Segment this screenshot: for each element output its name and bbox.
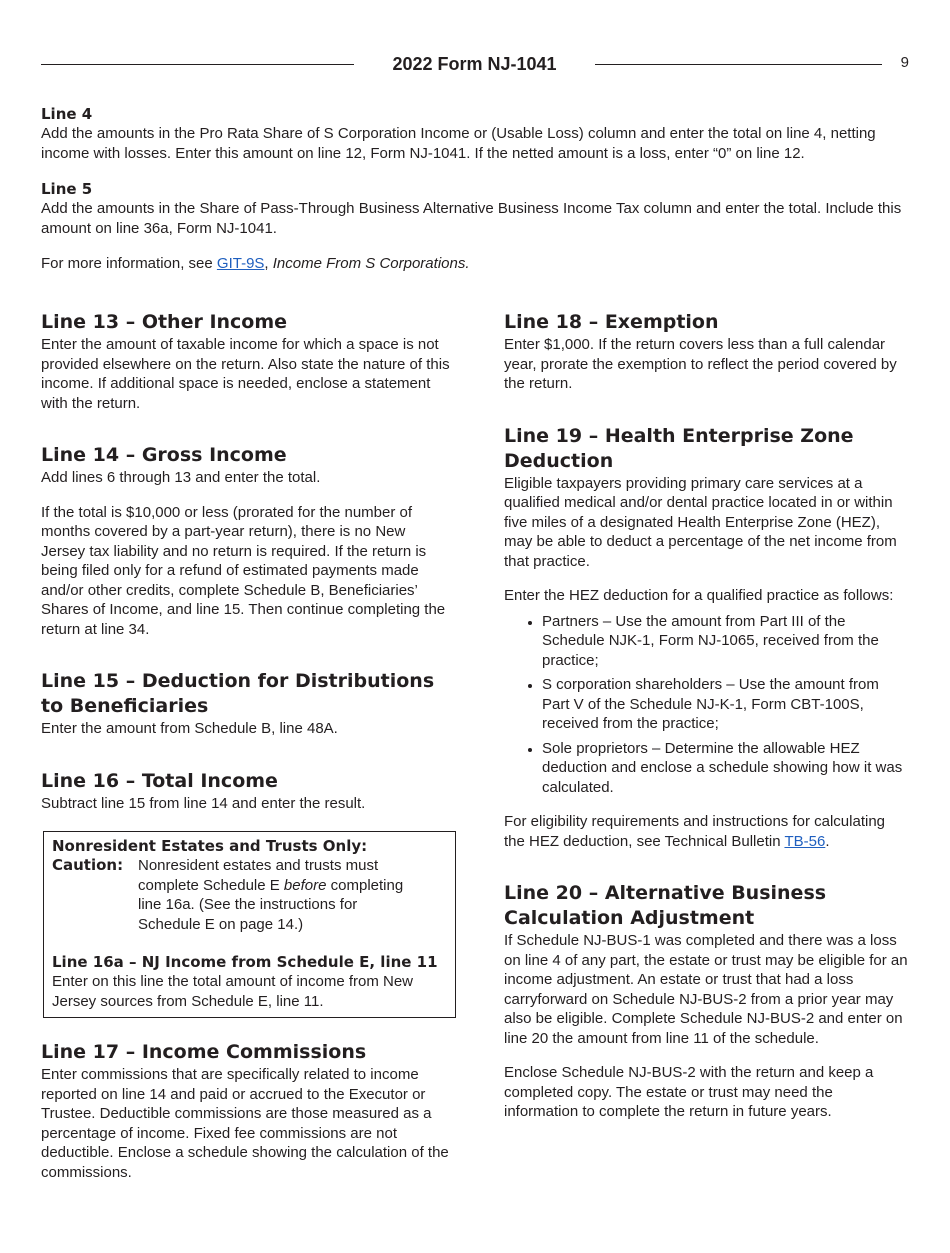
line17-heading: Line 17 – Income Commissions [41, 1041, 367, 1063]
caution-row [52, 856, 447, 934]
line19-text2: Enter the HEZ deduction for a qualified practice as follows: [504, 587, 894, 604]
line14-section [41, 443, 453, 639]
line4-text: Add the amounts in the Pro Rata Share of S Corporation Income or (Usable Loss) column and enter the total on line 4, netting income with losses. Enter this amount on line 12, Form NJ-1041. If the netted amount is a loss, enter “0” on line 12. [41, 125, 876, 162]
line15-section [41, 669, 453, 739]
left-column [41, 310, 453, 1212]
line19-heading: Line 19 – Health Enterprise Zone Deduction [504, 424, 854, 472]
list-item: • Sole proprietors – Determine the allowable HEZ deduction and enclose a schedule showing how it was calculated. [542, 739, 910, 798]
caution-text [138, 856, 413, 934]
line15-text: Enter the amount from Schedule B, line 48A. [41, 720, 338, 737]
line4-heading: Line 4 [41, 105, 93, 123]
line5-text: Add the amounts in the Share of Pass-Through Business Alternative Business Income Tax column and enter the total. Include this amount on line 36a, Form NJ-1041. [41, 200, 902, 237]
line16a-text: Enter on this line the total amount of income from New Jersey sources from Schedule E, line 11. [52, 973, 414, 1010]
right-column [504, 310, 910, 1152]
line18-section [504, 310, 910, 394]
line20-section [504, 881, 910, 1122]
page-number: 9 [900, 54, 909, 71]
line20-heading: Line 20 – Alternative Business Calculation Adjustment [504, 882, 827, 929]
line13-section [41, 310, 453, 413]
line13-text: Enter the amount of taxable income for which a space is not provided elsewhere on the return. Also state the nature of this income. If additional space is needed, enclose a statement with the return. [41, 336, 450, 412]
line19-text3-pre: For eligibility requirements and instructions for calculating the HEZ deduction, see Technical Bulletin [504, 813, 886, 850]
line19-section [504, 424, 910, 852]
page-title: 2022 Form NJ-1041 [392, 54, 557, 74]
line14-text1: Add lines 6 through 13 and enter the total. [41, 469, 321, 486]
header-rule-right [595, 64, 882, 65]
line14-heading: Line 14 – Gross Income [41, 444, 287, 466]
line17-text: Enter commissions that are specifically related to income reported on line 14 and paid or accrued to the Executor or Trustee. Deductible commissions are those measured as a percentage of income. Fixed fee commissions are not deductible. Enclose a schedule showing the calculation of the commissions. [41, 1066, 449, 1181]
caution-text-emphasis: before [283, 876, 327, 894]
git-9s-link[interactable]: GIT-9S [216, 255, 265, 272]
line16-text: Subtract line 15 from line 14 and enter the result. [41, 794, 366, 812]
nonresident-box [43, 831, 456, 1018]
hez-bullet-list [504, 612, 910, 798]
line17-section [41, 1040, 453, 1182]
list-item: • Partners – Use the amount from Part III of the Schedule NJK-1, Form NJ-1065, received from the practice; [542, 612, 910, 671]
line18-text: Enter $1,000. If the return covers less than a full calendar year, prorate the exemption to reflect the period covered by the return. [504, 336, 897, 392]
more-info-prefix: For more information, see [41, 255, 217, 272]
line16-section [41, 769, 453, 814]
tb-56-link[interactable]: TB-56 [784, 832, 826, 850]
line14-text2: If the total is $10,000 or less (prorated for the number of months covered by a part-year return), there is no New Jersey tax liability and no return is required. If the return is being filed only for a refund of estimated payments made and/or other credits, complete Schedule B, Beneficiaries’ Shares of Income, and line 15. Then continue completing the return at line 34. [41, 503, 446, 638]
line16a-heading: Line 16a – NJ Income from Schedule E, line 11 [52, 953, 438, 971]
line19-text1: Eligible taxpayers providing primary care services at a qualified medical and/or dental practice located in or within five miles of a designated Health Enterprise Zone (HEZ), may be able to deduct a percentage of the net income from that practice. [504, 474, 897, 570]
line16-heading: Line 16 – Total Income [41, 769, 278, 792]
nonresident-box-title: Nonresident Estates and Trusts Only: [52, 837, 368, 855]
page-header [41, 52, 909, 78]
more-info-paragraph [41, 254, 911, 274]
more-info-title: Income From S Corporations. [272, 255, 470, 272]
caution-text-post: completing line 16a. (See the instructions for Schedule E on page 14.) [138, 876, 404, 933]
top-section [41, 104, 911, 274]
line20-text2: Enclose Schedule NJ-BUS-2 with the return and keep a completed copy. The estate or trust may need the information to complete the return in future years. [504, 1064, 874, 1120]
line19-text3-post: . [825, 832, 830, 850]
line13-heading: Line 13 – Other Income [41, 311, 288, 333]
caution-label: Caution: [52, 856, 124, 874]
header-rule-left [41, 64, 354, 65]
line15-heading: Line 15 – Deduction for Distributions to Beneficiaries [41, 670, 435, 717]
line5-heading: Line 5 [41, 180, 93, 198]
line18-heading: Line 18 – Exemption [504, 311, 719, 333]
line19-text3 [504, 812, 910, 851]
line20-text1: If Schedule NJ-BUS-1 was completed and there was a loss on line 4 of any part, the estate or trust may be eligible for an income adjustment. An estate or trust that had a loss carryforward on Schedule NJ-BUS-2 from a prior year may also be eligible. Complete Schedule NJ-BUS-2 and enter on line 20 the amount from line 11 of the schedule. [504, 932, 908, 1047]
more-info-comma: , [264, 255, 273, 272]
list-item: • S corporation shareholders – Use the amount from Part V of the Schedule NJ-K-1, Form CBT-100S, received from the practice; [542, 675, 910, 734]
caution-text-pre: Nonresident estates and trusts must complete Schedule E [138, 857, 379, 894]
